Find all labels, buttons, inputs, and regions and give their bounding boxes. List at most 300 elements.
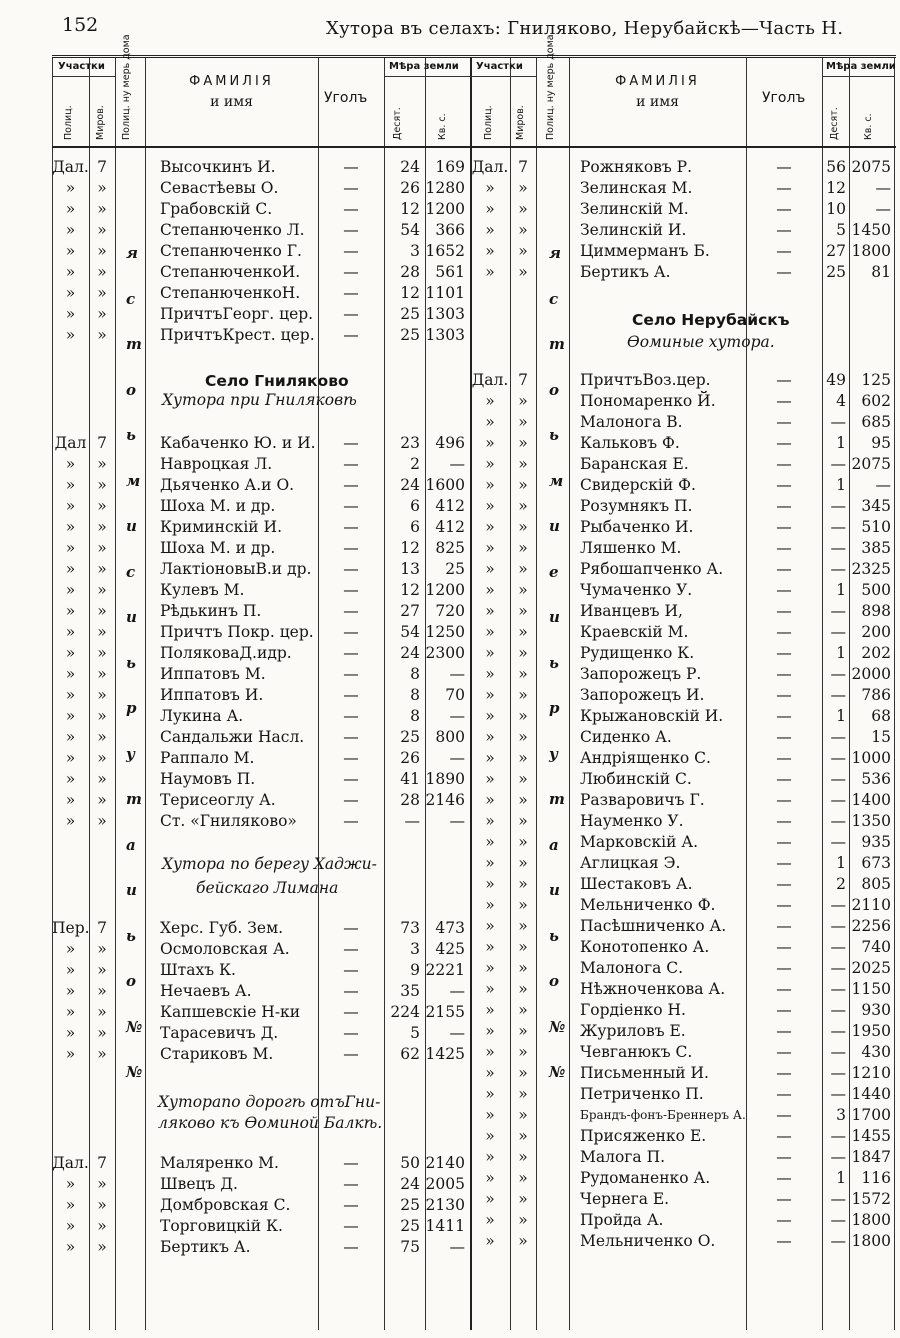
name-cell: Бертикъ А.	[160, 1238, 251, 1256]
name-cell: Разваровичъ Г.	[580, 791, 705, 809]
polits-cell: »	[65, 961, 76, 979]
name-cell: Стариковъ М.	[160, 1045, 274, 1063]
house-letter: т	[126, 335, 142, 353]
desyat-cell: 49	[826, 371, 846, 389]
kv-cell: 1350	[851, 812, 891, 830]
polits-cell: »	[65, 305, 76, 323]
mirov-cell: »	[97, 623, 107, 641]
ugol-cell: —	[776, 179, 792, 197]
mirov-cell: »	[518, 1169, 528, 1187]
desyat-cell: 24	[400, 158, 420, 176]
page-number: 152	[62, 14, 99, 36]
polits-cell: »	[485, 200, 495, 218]
polits-cell: »	[65, 1238, 76, 1256]
name-cell: Циммерманъ Б.	[580, 242, 710, 260]
polits-cell: »	[65, 728, 76, 746]
mirov-cell: »	[518, 917, 528, 935]
polits-cell: »	[65, 1175, 76, 1193]
ugol-cell: —	[776, 1127, 792, 1145]
mirov-cell: »	[97, 728, 107, 746]
name-cell: Степанюченко Л.	[160, 221, 305, 239]
kv-cell: —	[875, 200, 891, 218]
ugol-cell: —	[776, 1043, 792, 1061]
house-letter: м	[549, 471, 564, 490]
house-letter: и	[549, 881, 560, 899]
mirov-cell: »	[518, 665, 528, 683]
kv-cell: 2146	[425, 791, 465, 809]
desyat-cell: 35	[400, 982, 420, 1000]
desyat-cell: 54	[400, 221, 420, 239]
polits-cell: »	[65, 284, 76, 302]
kv-cell: 1652	[425, 242, 465, 260]
name-cell: Чумаченко У.	[580, 581, 693, 599]
kv-cell: 1425	[425, 1045, 465, 1063]
desyat-cell: —	[830, 455, 846, 473]
desyat-cell: —	[830, 1064, 846, 1082]
kv-cell: 125	[861, 371, 891, 389]
polits-cell: »	[65, 770, 76, 788]
polits-cell: »	[65, 539, 76, 557]
mirov-cell: »	[518, 938, 528, 956]
mirov-cell: »	[97, 770, 107, 788]
polits-cell: Дал	[54, 434, 87, 452]
ugol-cell: —	[343, 158, 359, 176]
ugol-cell: —	[776, 1106, 792, 1124]
kv-cell: 1700	[851, 1106, 891, 1124]
ugol-cell: —	[776, 560, 792, 578]
name-cell: Торговицкій К.	[160, 1217, 283, 1235]
desyat-cell: 75	[400, 1238, 420, 1256]
desyat-cell: 28	[400, 791, 420, 809]
ugol-cell: —	[343, 179, 359, 197]
desyat-cell: 12	[826, 179, 846, 197]
mirov-cell: »	[518, 959, 528, 977]
mirov-cell: »	[97, 221, 107, 239]
mirov-cell: »	[518, 980, 528, 998]
ugol-cell: —	[776, 221, 792, 239]
polits-cell: »	[65, 455, 76, 473]
house-letter: а	[126, 835, 136, 854]
ugol-cell: —	[343, 982, 359, 1000]
mirov-cell: »	[97, 749, 107, 767]
kv-cell: —	[449, 707, 465, 725]
name-cell: Рожняковъ Р.	[580, 158, 693, 176]
desyat-cell: 13	[400, 560, 420, 578]
mirov-cell: 7	[518, 158, 528, 176]
house-letter: №	[549, 1017, 566, 1036]
kv-cell: 1847	[851, 1148, 891, 1166]
polits-cell: »	[485, 497, 495, 515]
polits-cell: »	[65, 1045, 76, 1063]
ugol-cell: —	[776, 1022, 792, 1040]
mirov-cell: »	[97, 644, 107, 662]
ugol-cell: —	[343, 539, 359, 557]
mirov-cell: »	[97, 707, 107, 725]
polits-cell: »	[65, 476, 76, 494]
mirov-cell: »	[97, 179, 107, 197]
desyat-cell: —	[830, 1190, 846, 1208]
desyat-cell: —	[830, 518, 846, 536]
ugol-cell: —	[776, 263, 792, 281]
desyat-cell: 12	[400, 539, 420, 557]
name-cell: Баранская Е.	[580, 455, 689, 473]
desyat-cell: 8	[410, 665, 420, 683]
desyat-cell: —	[830, 980, 846, 998]
mirov-cell: 7	[97, 1154, 107, 1172]
kv-cell: 1303	[425, 326, 465, 344]
polits-cell: »	[485, 980, 495, 998]
polits-cell: »	[65, 665, 76, 683]
ugol-cell: —	[776, 644, 792, 662]
section-fominoy-b: ляково къ Ѳоминой Балкѣ.	[158, 1114, 383, 1132]
ugol-cell: —	[343, 749, 359, 767]
mirov-cell: »	[518, 413, 528, 431]
house-letter: с	[126, 562, 136, 581]
polits-cell: »	[65, 940, 76, 958]
polits-cell: »	[485, 518, 495, 536]
mirov-cell: »	[97, 1175, 107, 1193]
name-cell: Присяженко Е.	[580, 1127, 707, 1145]
kv-cell: 496	[435, 434, 465, 452]
polits-cell: »	[485, 1127, 495, 1145]
header-ugol: Уголъ	[324, 90, 368, 106]
kv-cell: 500	[861, 581, 891, 599]
polits-cell: »	[485, 602, 495, 620]
kv-cell: 1800	[851, 242, 891, 260]
mirov-cell: »	[518, 749, 528, 767]
section-sub-gnilyakovo: Хутора при Гниляковѣ	[162, 391, 357, 409]
ugol-cell: —	[776, 242, 792, 260]
name-cell: Кальковъ Ф.	[580, 434, 680, 452]
name-cell: ПричтъКрест. цер.	[160, 326, 315, 344]
house-letter: у	[549, 744, 558, 763]
kv-cell: 1200	[425, 581, 465, 599]
mirov-cell: »	[97, 305, 107, 323]
kv-cell: 473	[435, 919, 465, 937]
mirov-cell: 7	[97, 434, 107, 452]
mirov-cell: »	[518, 728, 528, 746]
name-cell: Чевганюкъ С.	[580, 1043, 693, 1061]
name-cell: Журиловъ Е.	[580, 1022, 686, 1040]
name-cell: ПоляковаД.идр.	[160, 644, 292, 662]
ugol-cell: —	[776, 770, 792, 788]
name-cell: Иппатовъ М.	[160, 665, 266, 683]
house-letter: о	[549, 972, 560, 990]
ugol-cell: —	[776, 875, 792, 893]
ugol-cell: —	[776, 665, 792, 683]
polits-cell: »	[65, 1003, 76, 1021]
ugol-cell: —	[776, 812, 792, 830]
name-cell: Лукина А.	[160, 707, 244, 725]
kv-cell: 1210	[851, 1064, 891, 1082]
polits-cell: »	[65, 221, 76, 239]
house-letter: я	[549, 244, 561, 262]
name-cell: Шестаковъ А.	[580, 875, 693, 893]
mirov-cell: »	[518, 812, 528, 830]
mirov-cell: »	[518, 221, 528, 239]
polits-cell: »	[65, 560, 76, 578]
name-cell: Швецъ Д.	[160, 1175, 238, 1193]
ugol-cell: —	[343, 455, 359, 473]
name-cell: Запорожецъ Р.	[580, 665, 702, 683]
kv-cell: 1000	[851, 749, 891, 767]
ugol-cell: —	[776, 200, 792, 218]
name-cell: Кулевъ М.	[160, 581, 245, 599]
ugol-cell: —	[776, 686, 792, 704]
desyat-cell: —	[830, 1001, 846, 1019]
header-desyat: Десят.	[392, 107, 403, 140]
desyat-cell: —	[830, 1022, 846, 1040]
house-letter: т	[549, 335, 565, 353]
desyat-cell: 9	[410, 961, 420, 979]
desyat-cell: —	[830, 938, 846, 956]
polits-cell: »	[485, 539, 495, 557]
name-cell: Брандъ-фонъ-Бреннеръ А.	[580, 1108, 746, 1122]
name-cell: Ляшенко М.	[580, 539, 682, 557]
name-cell: Тарасевичъ Д.	[160, 1024, 279, 1042]
ugol-cell: —	[776, 518, 792, 536]
kv-cell: 2325	[851, 560, 891, 578]
name-cell: Зелинская М.	[580, 179, 693, 197]
name-cell: Шоха М. и др.	[160, 497, 276, 515]
header-mirov-right: Миров.	[515, 105, 526, 140]
house-letter: ь	[126, 426, 136, 444]
polits-cell: »	[65, 791, 76, 809]
mirov-cell: »	[518, 686, 528, 704]
polits-cell: »	[485, 644, 495, 662]
desyat-cell: 56	[826, 158, 846, 176]
mirov-cell: »	[518, 707, 528, 725]
name-cell: Сиденко А.	[580, 728, 672, 746]
ugol-cell: —	[776, 1001, 792, 1019]
name-cell: Конотопенко А.	[580, 938, 710, 956]
kv-cell: 430	[861, 1043, 891, 1061]
ugol-cell: —	[776, 623, 792, 641]
mirov-cell: »	[518, 1085, 528, 1103]
polits-cell: »	[485, 1001, 495, 1019]
name-cell: Криминскій И.	[160, 518, 282, 536]
name-cell: Пономаренко Й.	[580, 392, 716, 410]
kv-cell: 200	[861, 623, 891, 641]
house-letter: и	[549, 608, 560, 626]
polits-cell: »	[485, 242, 495, 260]
mirov-cell: »	[97, 242, 107, 260]
kv-cell: 805	[861, 875, 891, 893]
mirov-cell: »	[518, 560, 528, 578]
mirov-cell: »	[97, 560, 107, 578]
mirov-cell: »	[97, 455, 107, 473]
ugol-cell: —	[776, 371, 792, 389]
desyat-cell: 1	[836, 581, 846, 599]
ugol-cell: —	[343, 263, 359, 281]
header-ugol-right: Уголъ	[762, 90, 806, 106]
kv-cell: —	[449, 982, 465, 1000]
section-title-gnilyakovo: Село Гниляково	[205, 372, 349, 390]
polits-cell: »	[65, 179, 76, 197]
name-cell: Домбровская С.	[160, 1196, 291, 1214]
polits-cell: »	[485, 413, 495, 431]
kv-cell: 2130	[425, 1196, 465, 1214]
name-cell: Письменный И.	[580, 1064, 709, 1082]
mirov-cell: »	[97, 791, 107, 809]
header-mera-zemli: Мѣра земли	[389, 61, 459, 72]
house-letter: и	[549, 517, 560, 535]
desyat-cell: 6	[410, 518, 420, 536]
name-cell: Марковскій А.	[580, 833, 699, 851]
house-letter: я	[126, 244, 138, 262]
name-cell: Запорожецъ И.	[580, 686, 705, 704]
desyat-cell: 27	[826, 242, 846, 260]
kv-cell: 116	[861, 1169, 891, 1187]
name-cell: Рябошапченко А.	[580, 560, 724, 578]
desyat-cell: 3	[410, 940, 420, 958]
mirov-cell: »	[518, 497, 528, 515]
desyat-cell: —	[830, 791, 846, 809]
mirov-cell: »	[97, 940, 107, 958]
desyat-cell: 27	[400, 602, 420, 620]
name-cell: Малога П.	[580, 1148, 666, 1166]
mirov-cell: »	[518, 1148, 528, 1166]
section-khadzhibey-a: Хутора по берегу Хаджи-	[162, 855, 377, 873]
polits-cell: »	[485, 581, 495, 599]
name-cell: Малонога В.	[580, 413, 683, 431]
header-polits-nu: Полиц. ну мерь дома	[121, 34, 132, 140]
polits-cell: »	[485, 812, 495, 830]
desyat-cell: 3	[836, 1106, 846, 1124]
name-cell: Дьяченко А.и О.	[160, 476, 295, 494]
mirov-cell: »	[518, 1190, 528, 1208]
kv-cell: 935	[861, 833, 891, 851]
polits-cell: »	[65, 602, 76, 620]
kv-cell: 1572	[851, 1190, 891, 1208]
mirov-cell: »	[518, 476, 528, 494]
polits-cell: »	[485, 854, 495, 872]
name-cell: Севастѣевы О.	[160, 179, 279, 197]
polits-cell: »	[485, 455, 495, 473]
name-cell: Ст. «Гниляково»	[160, 812, 297, 830]
desyat-cell: 1	[836, 644, 846, 662]
name-cell: Раппало М.	[160, 749, 255, 767]
ugol-cell: —	[343, 284, 359, 302]
header-polits: Полиц.	[63, 105, 74, 140]
name-cell: Зелинскій М.	[580, 200, 689, 218]
mirov-cell: »	[518, 1043, 528, 1061]
desyat-cell: —	[830, 959, 846, 977]
house-letter: а	[549, 835, 559, 854]
kv-cell: 1101	[425, 284, 465, 302]
polits-cell: »	[65, 812, 76, 830]
kv-cell: 1400	[851, 791, 891, 809]
mirov-cell: »	[97, 1238, 107, 1256]
mirov-cell: »	[518, 179, 528, 197]
ugol-cell: —	[776, 434, 792, 452]
name-cell: ПричтъВоз.цер.	[580, 371, 711, 389]
name-cell: Петриченко П.	[580, 1085, 704, 1103]
polits-cell: »	[485, 476, 495, 494]
name-cell: Мельниченко Ф.	[580, 896, 716, 914]
mirov-cell: »	[518, 1232, 528, 1250]
desyat-cell: —	[830, 833, 846, 851]
house-letter: ь	[549, 653, 559, 672]
desyat-cell: —	[830, 1232, 846, 1250]
name-cell: Маляренко М.	[160, 1154, 279, 1172]
desyat-cell: 73	[400, 919, 420, 937]
kv-cell: —	[449, 1238, 465, 1256]
kv-cell: 898	[861, 602, 891, 620]
mirov-cell: »	[518, 392, 528, 410]
ugol-cell: —	[776, 1211, 792, 1229]
ugol-cell: —	[776, 1232, 792, 1250]
desyat-cell: —	[830, 1148, 846, 1166]
house-letter: с	[549, 289, 559, 308]
mirov-cell: »	[518, 1001, 528, 1019]
ugol-cell: —	[343, 200, 359, 218]
kv-cell: 2300	[425, 644, 465, 662]
desyat-cell: 12	[400, 200, 420, 218]
kv-cell: 1250	[425, 623, 465, 641]
name-cell: СтепанюченкоН.	[160, 284, 301, 302]
kv-cell: 425	[435, 940, 465, 958]
kv-cell: 1800	[851, 1232, 891, 1250]
desyat-cell: 1	[836, 707, 846, 725]
ugol-cell: —	[343, 242, 359, 260]
mirov-cell: »	[518, 581, 528, 599]
kv-cell: 25	[445, 560, 465, 578]
ugol-cell: —	[776, 833, 792, 851]
mirov-cell: »	[518, 518, 528, 536]
desyat-cell: —	[830, 749, 846, 767]
kv-cell: 1150	[851, 980, 891, 998]
polits-cell: »	[485, 221, 495, 239]
desyat-cell: 26	[400, 749, 420, 767]
desyat-cell: 50	[400, 1154, 420, 1172]
kv-cell: 1200	[425, 200, 465, 218]
section-fominoy-a: Хуторапо дорогѣ отъГни-	[158, 1093, 381, 1111]
mirov-cell: »	[518, 434, 528, 452]
desyat-cell: 25	[400, 326, 420, 344]
ugol-cell: —	[776, 413, 792, 431]
name-cell: Крыжановскій И.	[580, 707, 724, 725]
name-cell: Пасѣшниченко А.	[580, 917, 727, 935]
mirov-cell: »	[97, 1024, 107, 1042]
desyat-cell: —	[830, 1127, 846, 1145]
desyat-cell: 12	[400, 581, 420, 599]
polits-cell: »	[485, 1190, 495, 1208]
mirov-cell: »	[518, 896, 528, 914]
name-cell: ЛактіоновыВ.и др.	[160, 560, 312, 578]
ugol-cell: —	[343, 623, 359, 641]
desyat-cell: —	[830, 560, 846, 578]
name-cell: Терисеоглу А.	[160, 791, 276, 809]
name-cell: Гордіенко Н.	[580, 1001, 686, 1019]
name-cell: Капшевскіе Н-ки	[160, 1003, 301, 1021]
mirov-cell: »	[518, 602, 528, 620]
name-cell: Аглицкая Э.	[580, 854, 681, 872]
kv-cell: —	[875, 179, 891, 197]
kv-cell: 412	[435, 518, 465, 536]
polits-cell: »	[485, 623, 495, 641]
ugol-cell: —	[776, 1148, 792, 1166]
mirov-cell: »	[518, 875, 528, 893]
name-cell: Малонога С.	[580, 959, 684, 977]
mirov-cell: »	[518, 539, 528, 557]
polits-cell: »	[65, 518, 76, 536]
header-desyat-right: Десят.	[829, 107, 840, 140]
ugol-cell: —	[343, 560, 359, 578]
kv-cell: —	[449, 749, 465, 767]
desyat-cell: —	[830, 1043, 846, 1061]
ugol-cell: —	[343, 1196, 359, 1214]
